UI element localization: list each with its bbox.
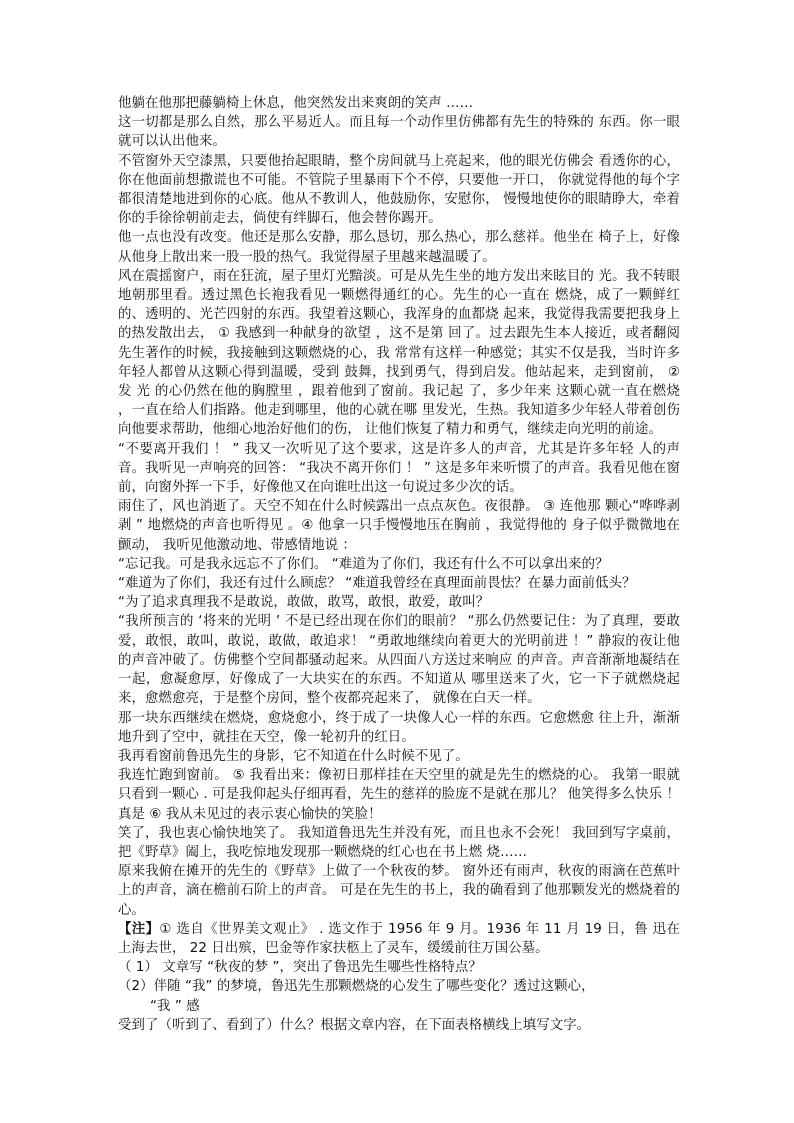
paragraph: 雨住了，风也消逝了。天空不知在什么时候露出一点点灰色。夜很静。 ③ 连他那 颗心“哗哗剥剥 ” 地燃烧的声音也听得见 。④ 他拿一只手慢慢地压在胸前 ，我觉得他的 身子似乎微微地在颤动， 我听见他激动地、带感情地说 ： xyxy=(118,499,680,553)
document-page xyxy=(118,94,680,1035)
question-1: （ 1） 文章写 “秋夜的梦 ”，突出了鲁迅先生哪些性格特点？ xyxy=(118,960,482,976)
paragraph: “不要离开我们 ！ ” 我又一次听见了这个要求，这是许多人的声音，尤其是许多年轻 人的声音。我听见一声响亮的回答： “我决不离开你们 ！ ” 这是多年来听惯了的声音。我看见他在窗前，向窗外挥一下手，好像他又在向谁吐出这一句说过多少次的话。 xyxy=(118,441,680,496)
paragraph: 笑了，我也衷心愉快地笑了。 我知道鲁迅先生并没有死，而且也永不会死！ 我回到写字桌前，把《野草》阖上，我吃惊地发现那一颗燃烧的红心也在书上燃 烧…… xyxy=(118,825,680,860)
paragraph: “为了追求真理我不是敢说，敢做，敢骂，敢恨，敢爱，敢叫？ xyxy=(118,595,490,611)
paragraph: 我再看窗前鲁迅先生的身影，它不知道在什么时候不见了。 xyxy=(118,748,469,764)
paragraph: 这一切都是那么自然，那么平易近人。而且每一个动作里仿佛都有先生的特殊的 东西。你一眼就可以认出他来。 xyxy=(118,115,680,150)
footnote xyxy=(118,920,680,958)
paragraph: 不管窗外天空漆黑，只要他抬起眼睛，整个房间就马上亮起来，他的眼光仿佛会 看透你的心，你在他面前想撒谎也不可能。不管院子里暴雨下个不停，只要他一开口， 你就觉得他的每个字都很清楚地进到你的心底。他从不教训人，他鼓励你，安慰你， 慢慢地使你的眼睛睁大，牵着你的手徐徐朝前走去，倘使有绊脚石，他会替你踢开。 xyxy=(118,153,680,227)
footnote-label: 【注】 xyxy=(118,921,160,937)
question-2: （2）伴随 “我” 的梦境，鲁迅先生那颗燃烧的心发生了哪些变化？透过这颗心， xyxy=(118,979,595,995)
paragraph: 风在震摇窗户，雨在狂流，屋子里灯光黯淡。可是从先生坐的地方发出来眩目的 光。我不转眼地朝那里看。透过黑色长袍我看见一颗燃得通红的心。先生的心一直在 燃烧，成了一颗鲜红的、透明的、光芒四射的东西。我望着这颗心，我浑身的血都烧 起来，我觉得我需要把我身上的热发散出去， ① 我感到一种献身的欲望 ，这不是第 回了。过去跟先生本人接近，或者翻阅先生著作的时候，我接触到这颗燃烧的心，我 常常有这样一种感觉；其实不仅是我，当时许多年轻人都曾从这颗心得到温暖，受到 鼓舞，找到勇气，得到启发。他站起来，走到窗前， ② 发 光 的心仍然在他的胸膛里 ，跟着他到了窗前。我记起 了，多少年来 这颗心就一直在燃烧 ，一直在给人们指路。他走到哪里，他的心就在哪 里发光，生热。我知道多少年轻人带着创伤向他要求帮助，他细心地治好他们的伤， 让他们恢复了精力和勇气，继续走向光明的前途。 xyxy=(118,268,680,438)
paragraph: 那一块东西继续在燃烧，愈烧愈小，终于成了一块像人心一样的东西。它愈燃愈 往上升，渐渐地升到了空中，就挂在天空，像一轮初升的红日。 xyxy=(118,710,680,745)
paragraph: 原来我俯在摊开的先生的《野草》上做了一个秋夜的梦。 窗外还有雨声，秋夜的雨滴在芭蕉叶上的声音，滴在檐前石阶上的声音。 可是在先生的书上，我的确看到了他那颗发光的燃烧着的心。 xyxy=(118,864,680,918)
paragraph: 他一点也没有改变。他还是那么安静，那么恳切，那么热心，那么慈祥。他坐在 椅子上，好像从他身上散出来一股一股的热气。我觉得屋子里越来越温暖了。 xyxy=(118,230,680,265)
paragraph: “我所预言的 ‘将来的光明 ’ 不是已经出现在你们的眼前？ “那么仍然要记住：为了真理，要敢爱，敢恨，敢叫，敢说，敢做，敢追求！ “勇敢地继续向着更大的光明前进 ！” 静寂的夜让他的声音冲破了。仿佛整个空间都骚动起来。从四面八方送过来响应 的声音。声音渐渐地凝结在一起，愈凝愈厚，好像成了一大块实在的东西。不知道从 哪里送来了火，它一下子就燃烧起来，愈燃愈亮，于是整个房间，整个夜都亮起来了， 就像在白天一样。 xyxy=(118,614,680,707)
footnote-text: ① 选自《世界美文观止》 . 选文作于 1956 年 9 月。1936 年 11 月 19 日，鲁 迅在上海去世， 22 日出殡，巴金等作家扶柩上了灵车，缓缓前往万国公墓。 xyxy=(118,921,680,956)
paragraph: “忘记我。可是我永远忘不了你们。 “难道为了你们，我还有什么不可以拿出来的？ xyxy=(118,556,609,572)
paragraph: “难道为了你们，我还有过什么顾虑？ “难道我曾经在真理面前畏怯？在暴力面前低头？ xyxy=(118,576,636,592)
paragraph: 我连忙跑到窗前。 ⑤ 我看出来：像初日那样挂在天空里的就是先生的燃烧的心。 我第一眼就只看到一颗心 . 可是我仰起头仔细再看，先生的慈祥的脸庞不是就在那儿？ 他笑得多么快乐 ！真是 ⑥ 我从未见过的表示衷心愉快的笑脸！ xyxy=(118,768,680,822)
question-2-instruction: 受到了（听到了、看到了）什么？根据文章内容，在下面表格横线上填写文字。 xyxy=(118,1017,591,1033)
question-2-continued: “我 ” 感 xyxy=(150,998,200,1014)
paragraph: 他躺在他那把藤躺椅上休息，他突然发出来爽朗的笑声 …… xyxy=(118,96,474,111)
